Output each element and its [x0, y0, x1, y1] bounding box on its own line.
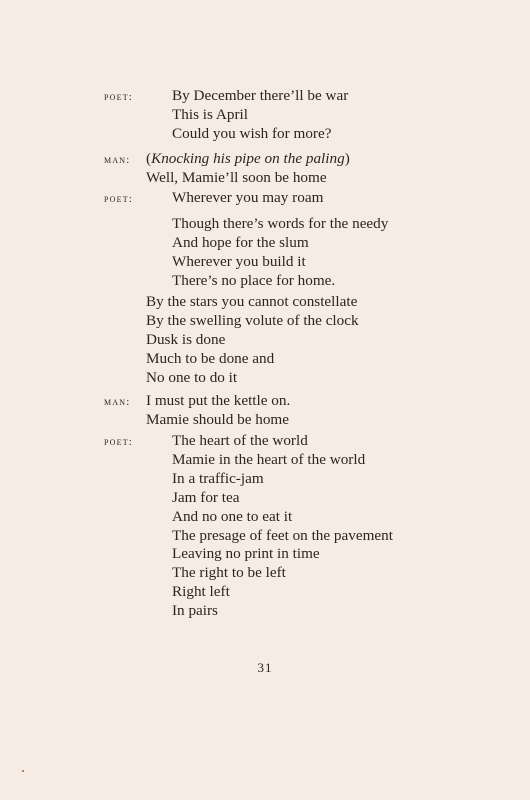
verse-line: The presage of feet on the pavement: [172, 526, 393, 544]
page-number: 31: [257, 660, 273, 675]
verse-lines: [172, 189, 323, 208]
verse-lines: [146, 150, 350, 188]
verse-lines: [146, 392, 290, 430]
verse-line: Mamie in the heart of the world: [172, 450, 366, 468]
verse-line: Right left: [172, 583, 230, 601]
verse-line: No one to do it: [146, 368, 238, 386]
verse-line: This is April: [172, 105, 248, 123]
verse-line: In pairs: [172, 602, 218, 620]
verse-line: The right to be left: [172, 564, 286, 582]
stage-paren-close: ): [344, 150, 350, 167]
verse-line: The heart of the world: [172, 432, 308, 449]
verse-line: Though there’s words for the needy: [172, 215, 389, 232]
verse-line: Could you wish for more?: [172, 124, 332, 142]
verse-lines: [172, 432, 393, 621]
verse-line: And no one to eat it: [172, 507, 293, 525]
verse-line: There’s no place for home.: [172, 271, 336, 289]
verse-line: By December there’ll be war: [172, 87, 349, 104]
verse-line: Jam for tea: [172, 488, 240, 506]
verse-line: I must put the kettle on.: [146, 392, 291, 409]
verse-line: By the stars you cannot constellate: [146, 293, 358, 310]
verse-line: Mamie should be home: [146, 410, 289, 428]
paper-speck: [22, 770, 24, 772]
verse-lines: [172, 215, 388, 291]
stage-direction: Knocking his pipe on the paling: [151, 150, 345, 167]
verse-line: By the swelling volute of the clock: [146, 311, 359, 329]
verse-lines: [172, 87, 348, 144]
speaker-label: poet:: [104, 91, 134, 103]
stage-direction-line: [146, 150, 350, 169]
verse-line: Much to be done and: [146, 349, 275, 367]
verse-line: And hope for the slum: [172, 233, 309, 251]
speaker-label: man:: [104, 154, 131, 166]
speaker-label: poet:: [104, 436, 134, 448]
speaker-label: poet:: [104, 193, 134, 205]
verse-line: Well, Mamie’ll soon be home: [146, 168, 327, 186]
verse-line: Leaving no print in time: [172, 545, 320, 563]
stage-paren-open: (: [146, 150, 152, 167]
verse-line: In a traffic-jam: [172, 469, 264, 487]
speaker-label: man:: [104, 396, 131, 408]
verse-line: Wherever you may roam: [172, 189, 324, 206]
verse-lines: [146, 293, 359, 388]
verse-line: Wherever you build it: [172, 252, 306, 270]
verse-line: Dusk is done: [146, 330, 226, 348]
